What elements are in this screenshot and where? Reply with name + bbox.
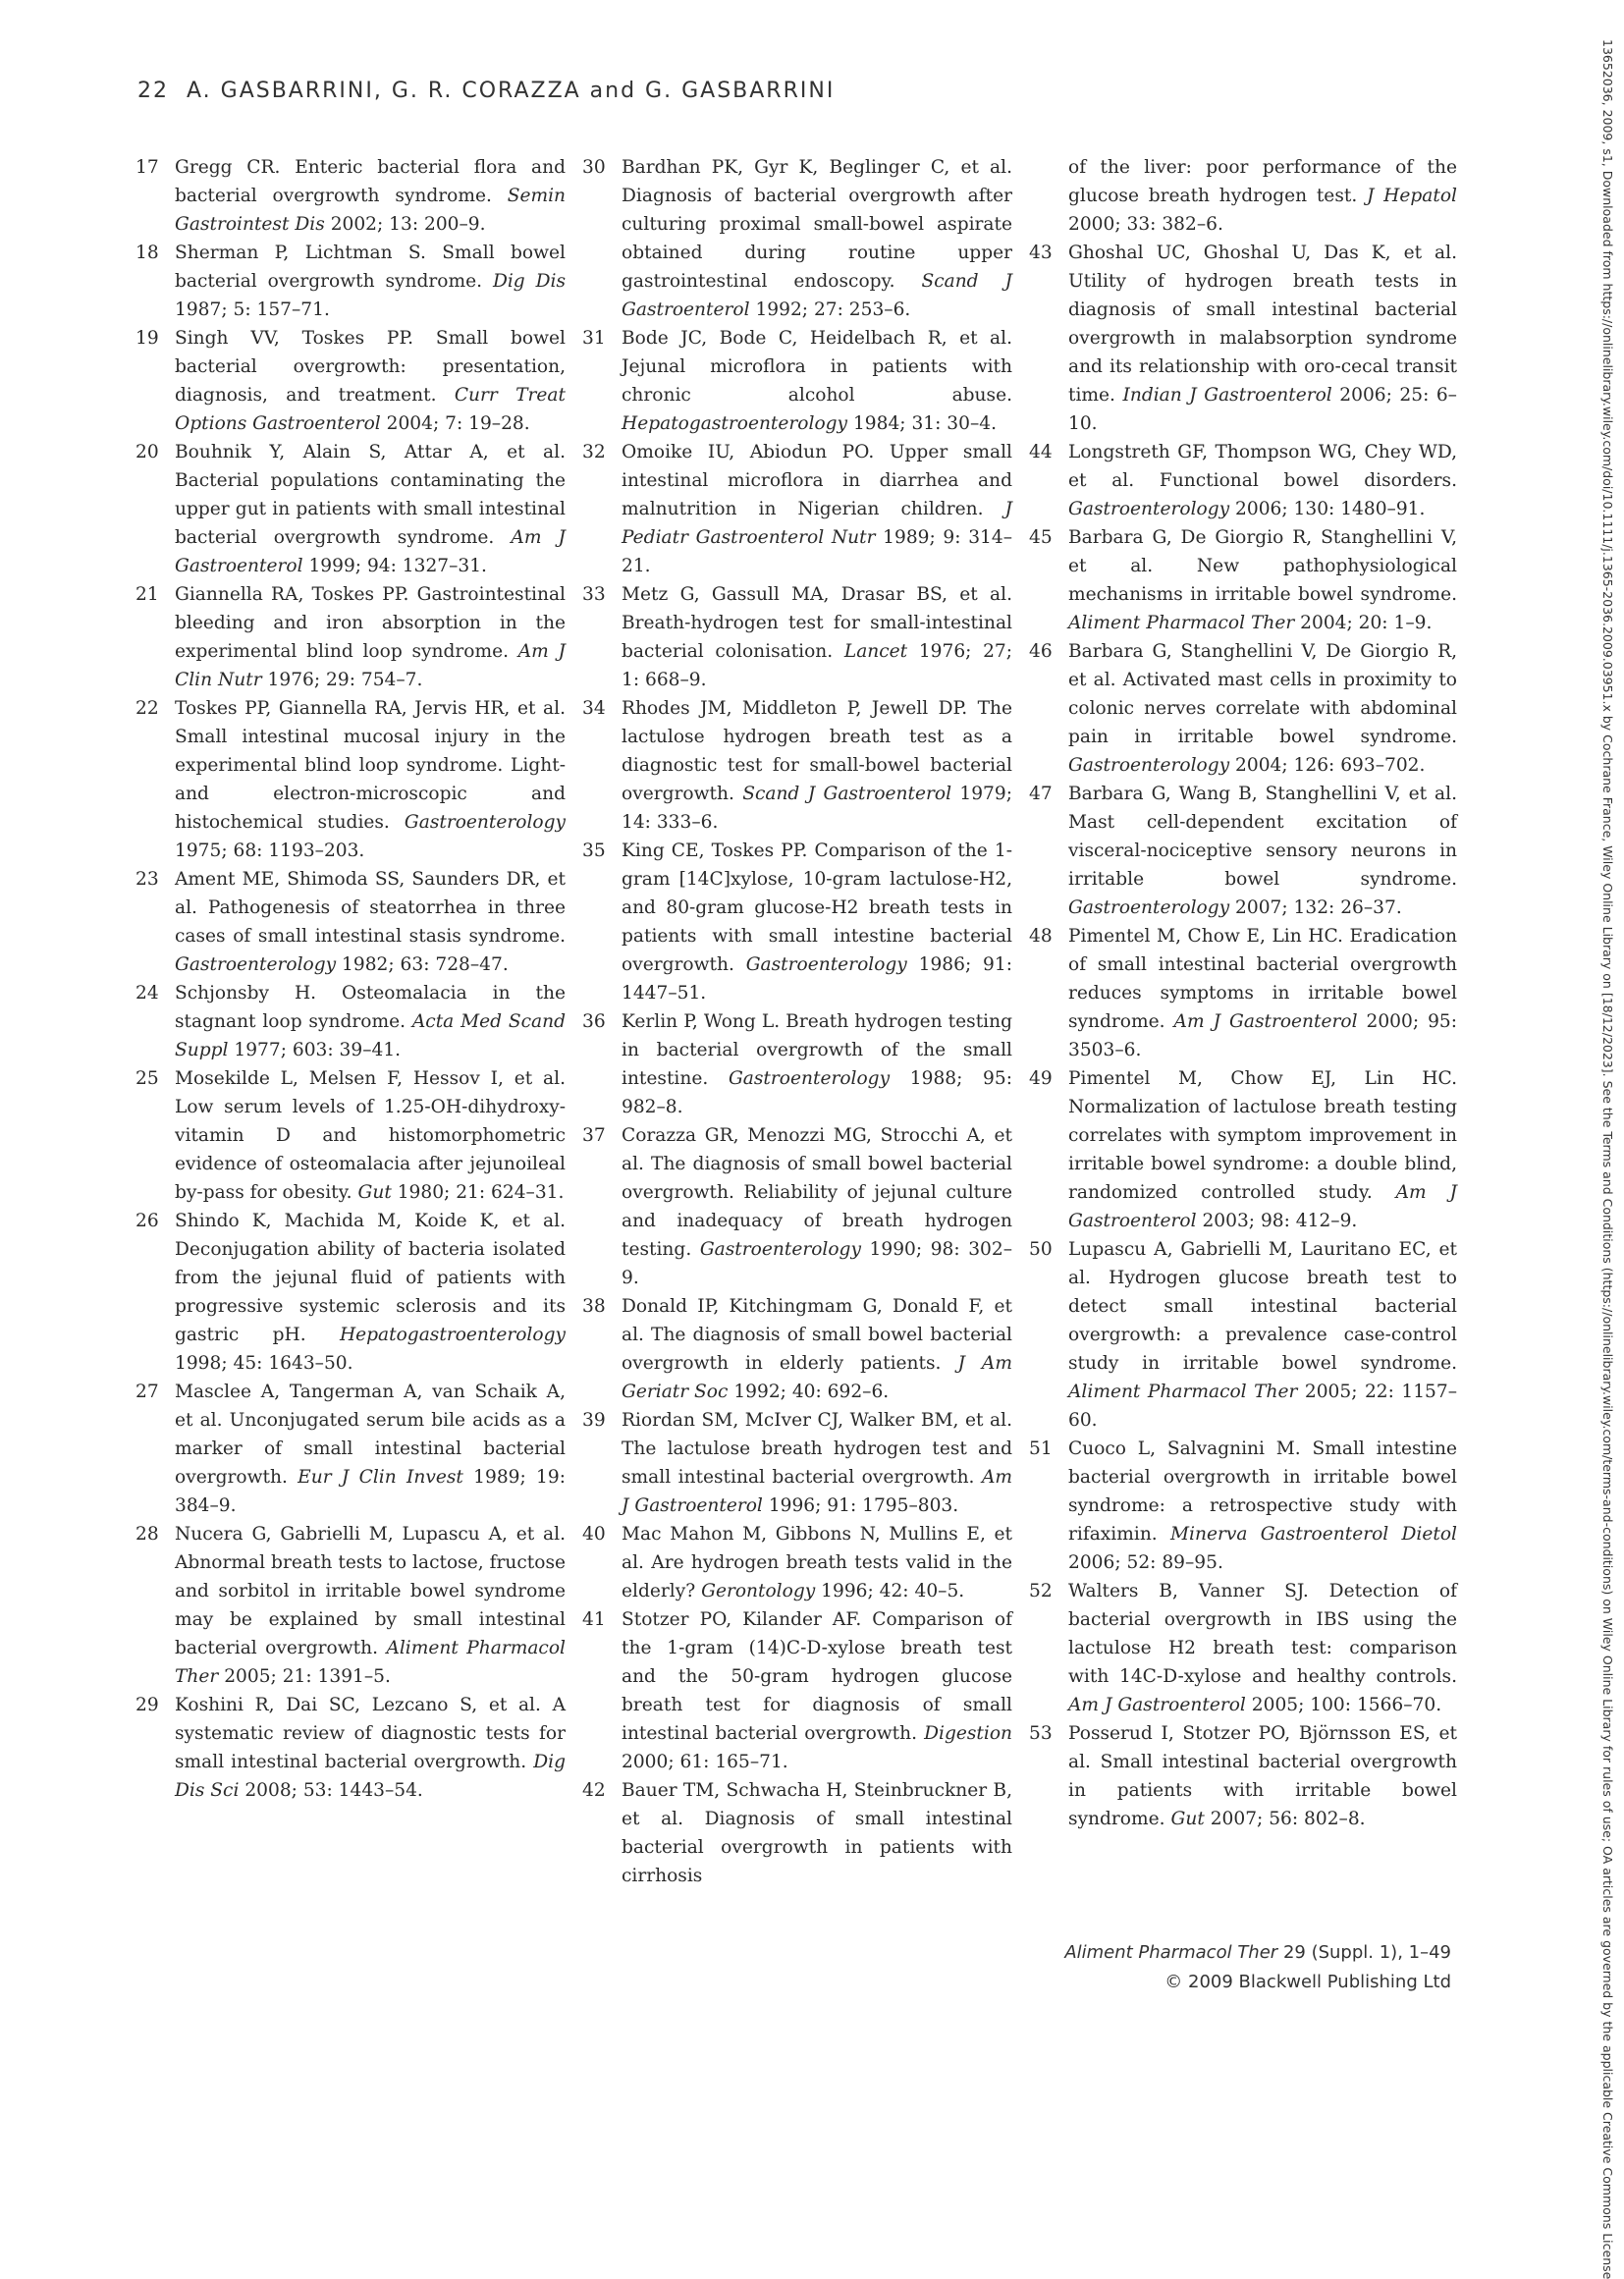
reference-number: 37	[582, 1125, 606, 1146]
reference-text: Cuoco L, Salvagnini M. Small intestine bacterial overgrowth in irritable bowel syndrome: a retrospective study with rifaximin. Minerva Gastroenterol Dietol 2006; 52: 89–95.	[1068, 1438, 1457, 1573]
reference-item	[1029, 1719, 1457, 1833]
reference-journal: Hepatogastroenterology	[622, 413, 848, 434]
reference-item	[582, 1007, 1012, 1121]
reference-text: Mac Mahon M, Gibbons N, Mullins E, et al. Are hydrogen breath tests valid in the elderly? Gerontology 1996; 42: 40–5.	[622, 1524, 1012, 1601]
reference-journal: Gastroenterology	[175, 954, 337, 975]
reference-text: Ghoshal UC, Ghoshal U, Das K, et al. Utility of hydrogen breath tests in diagnosis of small intestinal bacterial overgrowth in malabsorption syndrome and its relationship with oro-cecal transit time. Indian J Gastroenterol 2006; 25: 6–10.	[1068, 243, 1457, 434]
reference-journal: Hepatogastroenterology	[339, 1325, 566, 1345]
reference-item	[582, 1121, 1012, 1292]
reference-journal: Am J Gastroenterol	[622, 1467, 1013, 1516]
reference-journal: Gastroenterology	[404, 812, 566, 833]
reference-text: Barbara G, De Giorgio R, Stanghellini V, et al. New pathophysiological mechanisms in irritable bowel syndrome. Aliment Pharmacol Ther 2004; 20: 1–9.	[1068, 527, 1457, 633]
reference-journal: Gastroenterology	[699, 1239, 861, 1260]
reference-text: Bouhnik Y, Alain S, Attar A, et al. Bacterial populations contaminating the upper gut in patients with small intestinal bacterial overgrowth syndrome. Am J Gastroenterol 1999; 94: 1327–31.	[175, 442, 566, 576]
continued-reference: of the liver: poor performance of the glucose breath hydrogen test. J Hepatol 2000; 33: 382–6.	[1068, 157, 1457, 235]
reference-number: 49	[1029, 1068, 1053, 1089]
reference-number: 20	[135, 442, 159, 462]
reference-item	[135, 865, 566, 979]
reference-text: Posserud I, Stotzer PO, Björnsson ES, et al. Small intestinal bacterial overgrowth in patients with irritable bowel syndrome. Gut 2007; 56: 802–8.	[1068, 1723, 1457, 1829]
reference-journal: Gastroenterology	[1068, 755, 1230, 776]
reference-number: 43	[1029, 243, 1053, 263]
reference-item	[135, 1378, 566, 1520]
reference-item	[582, 837, 1012, 1007]
page-number: 22	[137, 79, 169, 103]
reference-journal: Eur J Clin Invest	[298, 1467, 463, 1488]
reference-journal: Aliment Pharmacol Ther	[175, 1638, 566, 1687]
reference-text: Omoike IU, Abiodun PO. Upper small intestinal microflora in diarrhea and malnutrition in Nigerian children. J Pediatr Gastroenterol Nutr 1989; 9: 314–21.	[622, 442, 1012, 576]
reference-text: Koshini R, Dai SC, Lezcano S, et al. A systematic review of diagnostic tests for small intestinal bacterial overgrowth. Dig Dis Sci 2008; 53: 1443–54.	[175, 1695, 566, 1801]
reference-number: 42	[582, 1780, 606, 1801]
reference-journal: Am J Gastroenterol	[1173, 1011, 1358, 1032]
reference-text: Nucera G, Gabrielli M, Lupascu A, et al. Abnormal breath tests to lactose, fructose and sorbitol in irritable bowel syndrome may be explained by small intestinal bacterial overgrowth. Aliment Pharmacol Ther 2005; 21: 1391–5.	[175, 1524, 566, 1687]
reference-text: Kerlin P, Wong L. Breath hydrogen testing in bacterial overgrowth of the small intestine. Gastroenterology 1988; 95: 982–8.	[622, 1011, 1012, 1117]
reference-item	[1029, 523, 1457, 637]
reference-number: 18	[135, 243, 159, 263]
reference-number: 48	[1029, 926, 1053, 947]
reference-number: 19	[135, 328, 159, 349]
reference-item	[582, 1776, 1012, 1890]
reference-journal: Gastroenterology	[1068, 897, 1230, 918]
reference-text: Bauer TM, Schwacha H, Steinbruckner B, et al. Diagnosis of small intestinal bacterial overgrowth in patients with cirrhosis	[622, 1780, 1012, 1886]
reference-item	[1029, 780, 1457, 922]
reference-text: Mosekilde L, Melsen F, Hessov I, et al. Low serum levels of 1.25-OH-dihydroxy-vitamin D and histomorphometric evidence of osteomalacia after jejunoileal by-pass for obesity. Gut 1980; 21: 624–31.	[175, 1068, 566, 1203]
reference-journal: Aliment Pharmacol Ther	[1068, 1382, 1298, 1402]
reference-item	[1029, 1435, 1457, 1577]
footer-journal: Aliment Pharmacol Ther	[1064, 1942, 1278, 1963]
reference-item	[135, 694, 566, 865]
reference-text: Ament ME, Shimoda SS, Saunders DR, et al. Pathogenesis of steatorrhea in three cases of small intestinal stasis syndrome. Gastroenterology 1982; 63: 728–47.	[175, 869, 566, 975]
reference-number: 53	[1029, 1723, 1053, 1744]
reference-journal: Gut	[357, 1182, 392, 1203]
reference-text: Lupascu A, Gabrielli M, Lauritano EC, et al. Hydrogen glucose breath test to detect small intestinal bacterial overgrowth: a prevalence case-control study in irritable bowel syndrome. Aliment Pharmacol Ther 2005; 22: 1157–60.	[1068, 1239, 1457, 1431]
reference-item	[582, 580, 1012, 694]
reference-journal: Aliment Pharmacol Ther	[1068, 613, 1295, 633]
reference-journal: Lancet	[843, 641, 908, 662]
reference-journal: Scand J Gastroenterol	[742, 784, 952, 804]
reference-text: Toskes PP, Giannella RA, Jervis HR, et al. Small intestinal mucosal injury in the experimental blind loop syndrome. Light- and electron-microscopic and histochemical studies. Gastroenterology 1975; 68: 1193–203.	[175, 698, 566, 861]
reference-text: Bardhan PK, Gyr K, Beglinger C, et al. Diagnosis of bacterial overgrowth after culturing proximal small-bowel aspirate obtained during routine upper gastrointestinal endoscopy. Scand J Gastroenterol 1992; 27: 253–6.	[622, 157, 1012, 320]
reference-item	[582, 438, 1012, 580]
reference-column-1	[135, 153, 566, 1805]
reference-number: 30	[582, 157, 606, 178]
download-notice: 13652036, 2009, s1, Downloaded from https://onlinelibrary.wiley.com/doi/10.1111/j.1365-2036.2009.03951.x by Cochrane France, Wiley Online Library on [18/12/2023]. See the Terms and Conditions (https://onlinelibrary.wiley.com/terms-and-conditions) on Wiley Online Library for rules of use; OA articles are governed by the applicable Creative Commons License	[1600, 39, 1615, 2279]
reference-text: Corazza GR, Menozzi MG, Strocchi A, et al. The diagnosis of small bowel bacterial overgrowth. Reliability of jejunal culture and inadequacy of breath hydrogen testing. Gastroenterology 1990; 98: 302–9.	[622, 1125, 1012, 1288]
reference-item	[135, 1691, 566, 1805]
header-authors: A. GASBARRINI, G. R. CORAZZA and G. GASBARRINI	[187, 79, 836, 103]
reference-text: Barbara G, Wang B, Stanghellini V, et al. Mast cell-dependent excitation of visceral-nociceptive sensory neurons in irritable bowel syndrome. Gastroenterology 2007; 132: 26–37.	[1068, 784, 1457, 918]
reference-item	[582, 153, 1012, 324]
reference-text: Donald IP, Kitchingmam G, Donald F, et al. The diagnosis of small bowel bacterial overgrowth in elderly patients. J Am Geriatr Soc 1992; 40: 692–6.	[622, 1296, 1012, 1402]
reference-item	[582, 694, 1012, 837]
reference-number: 24	[135, 983, 159, 1004]
reference-journal: Curr Treat Options Gastroenterol	[175, 385, 566, 434]
reference-journal: Digestion	[924, 1723, 1012, 1744]
reference-item	[135, 324, 566, 438]
reference-text: Metz G, Gassull MA, Drasar BS, et al. Breath-hydrogen test for small-intestinal bacterial colonisation. Lancet 1976; 27; 1: 668–9.	[622, 584, 1012, 690]
reference-text: Masclee A, Tangerman A, van Schaik A, et al. Unconjugated serum bile acids as a marker of small intestinal bacterial overgrowth. Eur J Clin Invest 1989; 19: 384–9.	[175, 1382, 566, 1516]
reference-number: 34	[582, 698, 606, 719]
reference-number: 27	[135, 1382, 159, 1402]
reference-text: Giannella RA, Toskes PP. Gastrointestinal bleeding and iron absorption in the experimental blind loop syndrome. Am J Clin Nutr 1976; 29: 754–7.	[175, 584, 566, 690]
reference-number: 29	[135, 1695, 159, 1715]
journal-footer	[1064, 1938, 1451, 1997]
reference-number: 25	[135, 1068, 159, 1089]
reference-item	[135, 438, 566, 580]
reference-text: Schjonsby H. Osteomalacia in the stagnant loop syndrome. Acta Med Scand Suppl 1977; 603: 39–41.	[175, 983, 567, 1060]
reference-number: 52	[1029, 1581, 1053, 1601]
reference-journal: Acta Med Scand Suppl	[175, 1011, 567, 1060]
reference-text: Gregg CR. Enteric bacterial flora and bacterial overgrowth syndrome. Semin Gastrointest Dis 2002; 13: 200–9.	[175, 157, 566, 235]
reference-text: Walters B, Vanner SJ. Detection of bacterial overgrowth in IBS using the lactulose H2 breath test: comparison with 14C-D-xylose and healthy controls. Am J Gastroenterol 2005; 100: 1566–70.	[1068, 1581, 1457, 1715]
reference-column-3	[1029, 153, 1457, 1833]
running-header	[137, 79, 835, 103]
reference-item	[1029, 1064, 1457, 1235]
reference-journal: Semin Gastrointest Dis	[175, 186, 566, 235]
reference-item	[135, 580, 566, 694]
reference-journal: J Am Geriatr Soc	[622, 1353, 1012, 1402]
reference-number: 17	[135, 157, 159, 178]
reference-journal: Gastroenterology	[1068, 499, 1230, 519]
reference-number: 36	[582, 1011, 606, 1032]
reference-text: Longstreth GF, Thompson WG, Chey WD, et al. Functional bowel disorders. Gastroenterology 2006; 130: 1480–91.	[1068, 442, 1457, 519]
reference-item	[582, 1605, 1012, 1776]
reference-journal: Gastroenterology	[728, 1068, 891, 1089]
reference-number: 28	[135, 1524, 159, 1545]
reference-text: Riordan SM, McIver CJ, Walker BM, et al. The lactulose breath hydrogen test and small intestinal bacterial overgrowth. Am J Gastroenterol 1996; 91: 1795–803.	[622, 1410, 1013, 1516]
reference-item	[582, 324, 1012, 438]
reference-item	[1029, 1235, 1457, 1435]
reference-text: Barbara G, Stanghellini V, De Giorgio R, et al. Activated mast cells in proximity to colonic nerves correlate with abdominal pain in irritable bowel syndrome. Gastroenterology 2004; 126: 693–702.	[1068, 641, 1457, 776]
reference-number: 32	[582, 442, 606, 462]
reference-number: 44	[1029, 442, 1053, 462]
reference-text: Shindo K, Machida M, Koide K, et al. Deconjugation ability of bacteria isolated from the jejunal fluid of patients with progressive systemic sclerosis and its gastric pH. Hepatogastroenterology 1998; 45: 1643–50.	[175, 1211, 566, 1374]
footer-copyright: © 2009 Blackwell Publishing Ltd	[1164, 1972, 1451, 1992]
reference-journal: Dig Dis	[492, 271, 566, 292]
reference-item	[135, 1520, 566, 1691]
reference-item	[1029, 922, 1457, 1064]
reference-item	[135, 153, 566, 239]
reference-journal: Gastroenterology	[745, 954, 907, 975]
reference-item	[135, 979, 566, 1064]
reference-text: Rhodes JM, Middleton P, Jewell DP. The lactulose hydrogen breath test as a diagnostic test for small-bowel bacterial overgrowth. Scand J Gastroenterol 1979; 14: 333–6.	[622, 698, 1012, 833]
reference-number: 22	[135, 698, 159, 719]
reference-item	[1029, 1577, 1457, 1719]
reference-text: Sherman P, Lichtman S. Small bowel bacterial overgrowth syndrome. Dig Dis 1987; 5: 157–71.	[175, 243, 566, 320]
reference-text: Bode JC, Bode C, Heidelbach R, et al. Jejunal microflora in patients with chronic alcohol abuse. Hepatogastroenterology 1984; 31: 30–4.	[622, 328, 1012, 434]
reference-item	[582, 1520, 1012, 1605]
reference-journal: Gerontology	[701, 1581, 816, 1601]
reference-journal: Am J Clin Nutr	[175, 641, 566, 690]
reference-number: 39	[582, 1410, 606, 1431]
reference-item	[135, 239, 566, 324]
reference-text: King CE, Toskes PP. Comparison of the 1-gram [14C]xylose, 10-gram lactulose-H2, and 80-gram glucose-H2 breath tests in patients with small intestine bacterial overgrowth. Gastroenterology 1986; 91: 1447–51.	[622, 841, 1012, 1004]
reference-number: 38	[582, 1296, 606, 1317]
reference-text: Singh VV, Toskes PP. Small bowel bacterial overgrowth: presentation, diagnosis, and treatment. Curr Treat Options Gastroenterol 2004; 7: 19–28.	[175, 328, 566, 434]
reference-journal: Indian J Gastroenterol	[1122, 385, 1332, 406]
reference-item	[1029, 438, 1457, 523]
reference-number: 21	[135, 584, 159, 605]
reference-number: 46	[1029, 641, 1053, 662]
reference-journal: Am J Gastroenterol	[1068, 1695, 1246, 1715]
reference-text: Pimentel M, Chow EJ, Lin HC. Normalization of lactulose breath testing correlates with symptom improvement in irritable bowel syndrome: a double blind, randomized controlled study. Am J Gastroenterol 2003; 98: 412–9.	[1068, 1068, 1457, 1231]
reference-number: 51	[1029, 1438, 1053, 1459]
reference-number: 33	[582, 584, 606, 605]
reference-journal: Am J Gastroenterol	[1068, 1182, 1457, 1231]
reference-number: 31	[582, 328, 606, 349]
reference-number: 40	[582, 1524, 606, 1545]
reference-column-2	[582, 153, 1012, 1890]
reference-journal: Scand J Gastroenterol	[622, 271, 1012, 320]
reference-item	[1029, 239, 1457, 438]
reference-item	[135, 1064, 566, 1207]
reference-text: Pimentel M, Chow E, Lin HC. Eradication of small intestinal bacterial overgrowth reduces symptoms in irritable bowel syndrome. Am J Gastroenterol 2000; 95: 3503–6.	[1068, 926, 1457, 1060]
reference-journal: Dig Dis Sci	[175, 1752, 566, 1801]
reference-text: Stotzer PO, Kilander AF. Comparison of the 1-gram (14)C-D-xylose breath test and the 50-gram hydrogen glucose breath test for diagnosis of small intestinal bacterial overgrowth. Digestion 2000; 61: 165–71.	[622, 1609, 1012, 1772]
reference-number: 50	[1029, 1239, 1053, 1260]
reference-number: 26	[135, 1211, 159, 1231]
reference-number: 23	[135, 869, 159, 890]
reference-journal: Minerva Gastroenterol Dietol	[1169, 1524, 1457, 1545]
reference-number: 45	[1029, 527, 1053, 548]
reference-journal: Am J Gastroenterol	[175, 527, 566, 576]
reference-item	[582, 1406, 1012, 1520]
reference-item	[1029, 637, 1457, 780]
reference-number: 41	[582, 1609, 606, 1630]
reference-item	[582, 1292, 1012, 1406]
reference-journal: Gut	[1170, 1809, 1205, 1829]
footer-citation: 29 (Suppl. 1), 1–49	[1282, 1942, 1451, 1963]
reference-number: 47	[1029, 784, 1053, 804]
reference-number: 35	[582, 841, 606, 861]
reference-journal: J Pediatr Gastroenterol Nutr	[622, 499, 1012, 548]
reference-item	[135, 1207, 566, 1378]
